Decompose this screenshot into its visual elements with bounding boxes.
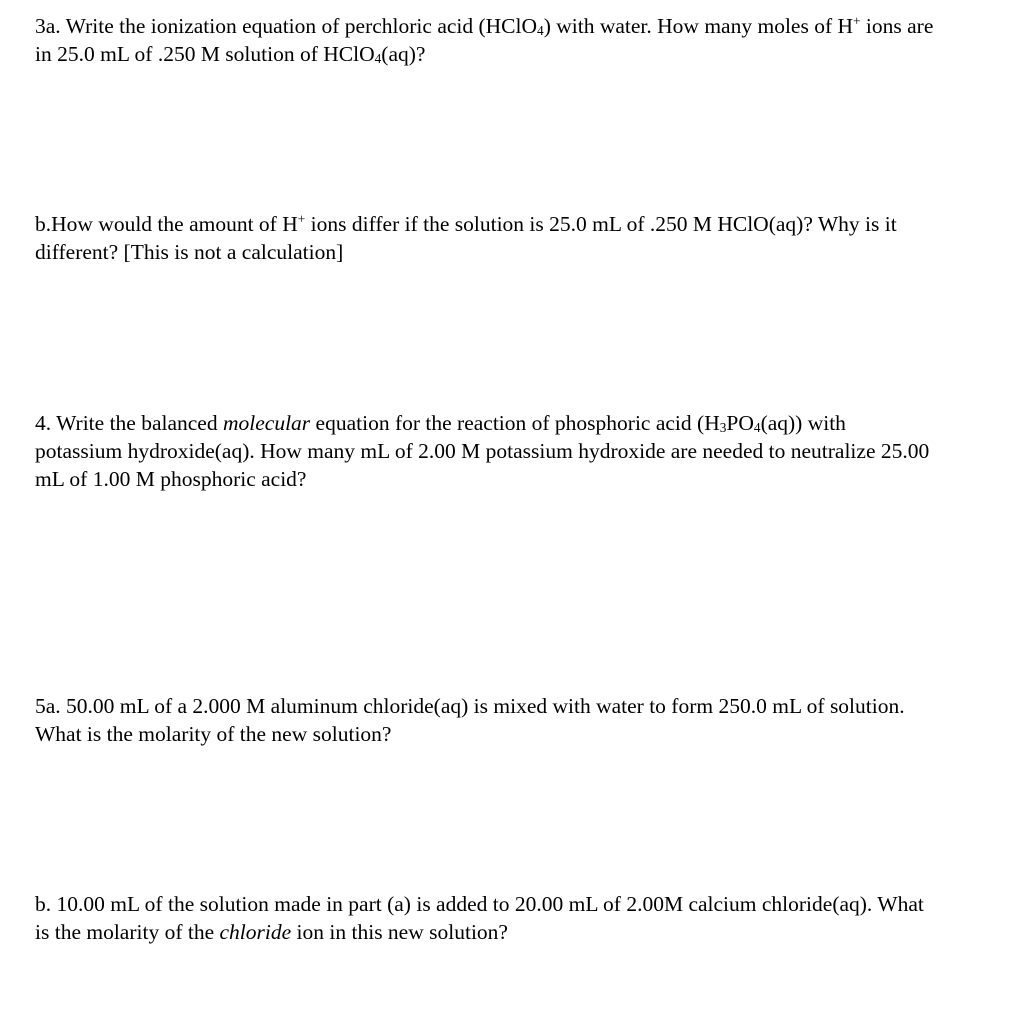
subscript: 4	[374, 50, 382, 66]
text-segment: PO	[726, 411, 754, 435]
text-segment: 4. Write the balanced	[35, 411, 223, 435]
subscript: 4	[753, 419, 761, 435]
question-4	[35, 409, 935, 493]
question-3b	[35, 210, 935, 266]
italic-text: molecular	[222, 411, 311, 435]
text-segment: b.How would the amount of H	[35, 212, 298, 236]
text-segment: (aq)) with potassium hydroxide(aq). How many mL of 2.00 M potassium hydroxide are needed to neutralize 25.00 mL of 1.00 M phosphoric acid?	[35, 411, 930, 491]
italic-text: chloride	[219, 920, 292, 944]
question-5b	[35, 890, 935, 946]
subscript: 3	[719, 419, 727, 435]
text-segment: ions are in 25.0 mL of .250 M solution of HClO	[35, 14, 934, 66]
text-segment: equation for the reaction of phosphoric acid (H	[310, 411, 720, 435]
question-5a	[35, 692, 935, 748]
text-segment: 5a. 50.00 mL of a 2.000 M aluminum chloride(aq) is mixed with water to form 250.0 mL of solution. What is the molarity of the new solution?	[35, 694, 905, 746]
text-segment: ) with water. How many moles of H	[543, 14, 854, 38]
question-3a	[35, 12, 935, 68]
subscript: 4	[537, 22, 544, 38]
text-segment: 3a. Write the ionization equation of perchloric acid (HClO	[35, 14, 538, 38]
text-segment: ions differ if the solution is 25.0 mL of .250 M HClO(aq)? Why is it different? [This is not a calculation]	[35, 212, 897, 264]
text-segment: ion in this new solution?	[291, 920, 508, 944]
text-segment: b. 10.00 mL of the solution made in part (a) is added to 20.00 mL of 2.00M calcium chloride(aq). What is the molarity of the	[35, 892, 924, 944]
superscript: +	[297, 211, 306, 227]
superscript: +	[853, 13, 861, 29]
text-segment: (aq)?	[381, 42, 426, 66]
